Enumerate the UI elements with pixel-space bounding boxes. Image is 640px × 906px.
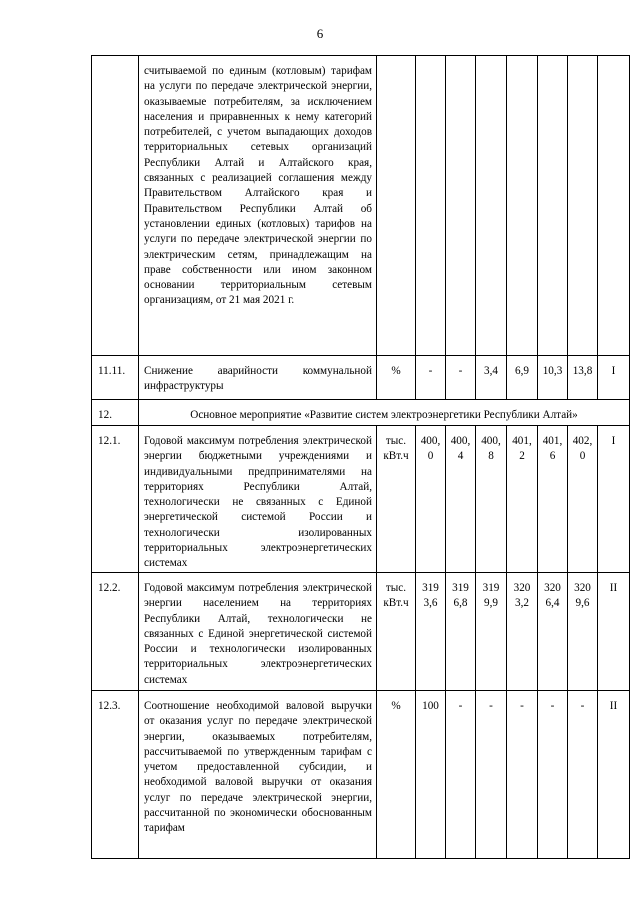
value-cell: 320 3,2 [513,582,531,610]
category [598,56,630,356]
value-cell [538,56,568,356]
indicator-name: считываемой по единым (котловым) тарифам на услуги по передаче электрической энергии, оказываемые потребителям, за исключением населения и приравненных к нему категорий потребителей, с учетом выпадающих доходов территориальных сетевых организаций Республики Алтай и Алтайского края, связанных с реализацией соглашения между Правительством Алтайского края и Правительством Республики Алтай об установлении единых (котловых) тарифов на услуги по передаче электрической энергии по электрическим сетям, принадлежащим на праве собственности или ином законном основании территориальным сетевым организациям, от 21 мая 2021 г. [139,56,377,356]
indicator-name: Годовой максимум потребления электрической энергии бюджетными учреждениями и индивидуальными предпринимателями на территориях Республики Алтай, технологически не связанных с Единой энергетической системой России и технологически изолированных территориальных электроэнергетических системах [139,426,377,573]
value-cell: - [568,691,598,859]
section-heading: Основное мероприятие «Развитие систем электроэнергетики Республики Алтай» [139,400,630,426]
row-number: 12.3. [92,691,139,859]
unit: тыс. кВт.ч [377,573,416,691]
page-number: 6 [316,26,324,41]
value-cell: 3,4 [476,356,507,400]
unit: % [377,691,416,859]
value-cell: 6,9 [507,356,538,400]
value-cell: 100 [416,691,446,859]
table-row [92,356,630,400]
row-number: 11.11. [92,356,139,400]
indicator-name: Снижение аварийности коммунальной инфраструктуры [139,356,377,400]
table-row [92,691,630,859]
value-cell: 319 6,8 [452,582,469,610]
table-row [92,426,630,573]
value-cell: - [538,691,568,859]
unit: % [377,356,416,400]
value-cell: 320 9,6 [574,582,591,610]
indicators-table [91,55,630,859]
value-cell: 320 6,4 [544,582,561,610]
row-number: 12.2. [92,573,139,691]
value-cell: 401, 2 [512,435,532,463]
table-row [92,400,630,426]
value-cell: 400, 4 [450,435,471,463]
table-row [92,56,630,356]
value-cell [416,56,446,356]
value-cell [507,56,538,356]
table-row [92,573,630,691]
value-cell: - [416,356,446,400]
value-cell [476,56,507,356]
category: I [598,426,630,573]
indicator-name: Годовой максимум потребления электрической энергии населением на территориях Республики Алтай, технологически не связанных с Единой энергетической системой России и технологически изолированных территориальных электроэнергетических системах [139,573,377,691]
value-cell [446,56,476,356]
row-number: 12. [92,400,139,426]
value-cell: 401, 6 [542,435,563,463]
value-cell: 400, 0 [420,435,441,463]
value-cell: 13,8 [568,356,598,400]
value-cell: - [476,691,507,859]
category: II [598,573,630,691]
unit [377,56,416,356]
value-cell: - [446,691,476,859]
value-cell: - [507,691,538,859]
category: II [598,691,630,859]
value-cell: 319 3,6 [422,582,439,610]
value-cell [568,56,598,356]
row-number [92,56,139,356]
value-cell: 402, 0 [572,435,593,463]
unit: тыс. кВт.ч [377,426,416,573]
row-number: 12.1. [92,426,139,573]
indicator-name: Соотношение необходимой валовой выручки от оказания услуг по передаче электрической энергии, оказываемых потребителям, рассчитываемой по утвержденным тарифам с учетом предоставленной субсидии, и необходимой валовой выручки от оказания услуг по передаче электрической энергии, рассчитанной по экономически обоснованным тарифам [139,691,377,859]
category: I [598,356,630,400]
value-cell: - [446,356,476,400]
value-cell: 400, 8 [481,435,501,463]
value-cell: 10,3 [538,356,568,400]
value-cell: 319 9,9 [482,582,500,610]
